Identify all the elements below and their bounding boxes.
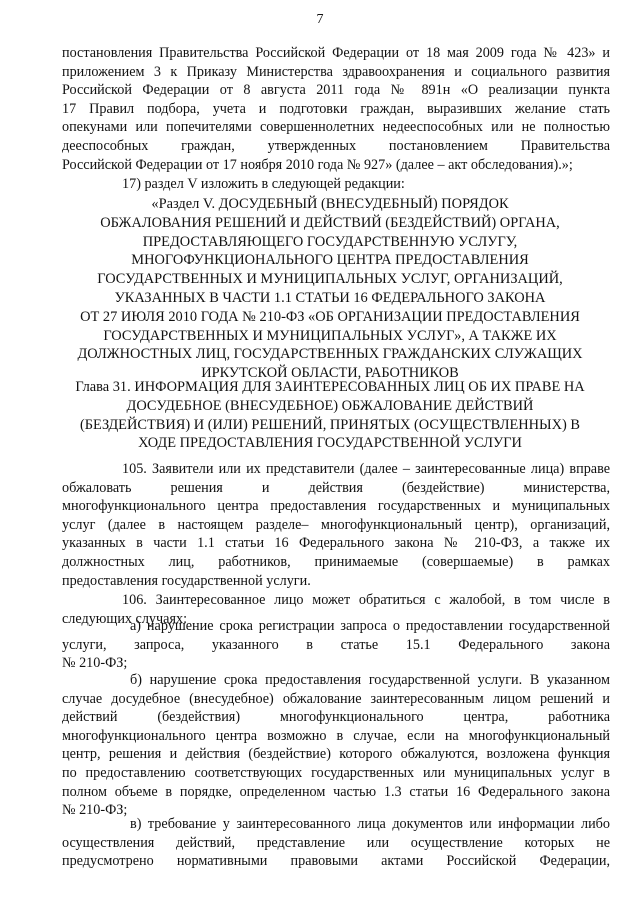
item-17 — [62, 175, 610, 194]
text-line: обжаловать решения и действия (бездействие) министерства, — [62, 479, 610, 496]
text-line: следующих случаях: — [62, 610, 188, 627]
text-line: 17 Правил подбора, учета и подготовки граждан, выразивших желание стать — [62, 100, 610, 117]
text-line: 105. Заявители или их представители (далее – заинтересованные лица) вправе — [122, 461, 610, 477]
heading-line: «Раздел V. ДОСУДЕБНЫЙ (ВНЕСУДЕБНЫЙ) ПОРЯДОК — [151, 196, 509, 212]
text-line: услуги, запроса, указанного в статье 15.1 Федерального закона — [62, 636, 610, 653]
intro-paragraph — [62, 44, 610, 174]
heading-line: Глава 31. ИНФОРМАЦИЯ ДЛЯ ЗАИНТЕРЕСОВАННЫХ ЛИЦ ОБ ИХ ПРАВЕ НА — [75, 379, 585, 395]
text-line: № 210-ФЗ; — [62, 655, 128, 672]
heading-line: ИРКУТСКОЙ ОБЛАСТИ, РАБОТНИКОВ — [201, 365, 459, 382]
text-line: по предоставлению соответствующих государственных или муниципальных услуг в — [62, 764, 610, 781]
heading-line: УКАЗАННЫХ В ЧАСТИ 1.1 СТАТЬИ 16 ФЕДЕРАЛЬНОГО ЗАКОНА — [114, 289, 546, 306]
text-line: должностных лиц, работников, принимаемые (совершаемые) в рамках — [62, 553, 610, 570]
text-line: 106. Заинтересованное лицо может обратиться с жалобой, в том числе в — [122, 592, 610, 608]
heading-line: (БЕЗДЕЙСТВИЯ) И (ИЛИ) РЕШЕНИЙ, ПРИНЯТЫХ (ОСУЩЕСТВЛЕННЫХ) В — [80, 416, 580, 433]
text-line: предусмотрено нормативными правовыми актами Российской Федерации, — [62, 853, 610, 870]
text-line: случае досудебное (внесудебное) обжалование заинтересованным лицом решений и — [62, 690, 610, 707]
text-line: многофункционального центра предоставления государственных и муниципальных — [62, 498, 610, 515]
text-line: услуг (далее в настоящем разделе– многофункциональный центр), организаций, — [62, 516, 610, 533]
section-heading — [40, 195, 620, 383]
chapter-heading — [40, 378, 620, 453]
text-line: опекунами или попечителями совершеннолетних недееспособных или не полностью — [62, 119, 610, 136]
text-line: дееспособных граждан, утвержденных постановлением Правительства — [62, 137, 610, 154]
text-line: 17) раздел V изложить в следующей редакции: — [122, 176, 405, 192]
heading-line: ДОЛЖНОСТНЫХ ЛИЦ, ГОСУДАРСТВЕННЫХ ГРАЖДАНСКИХ СЛУЖАЩИХ — [77, 346, 583, 363]
text-line: предоставления государственной услуги. — [62, 572, 311, 589]
item-c — [62, 815, 610, 871]
text-line: указанных в части 1.1 статьи 16 Федерального закона № 210-ФЗ, а также их — [62, 535, 610, 552]
text-line: приложением 3 к Приказу Министерства здравоохранения и социального развития — [62, 63, 610, 80]
text-line: центр, решения и действия (бездействие) которого обжалуются, возложена функция — [62, 746, 610, 763]
text-line: в) требование у заинтересованного лица документов или информации либо — [130, 816, 610, 832]
item-a — [62, 617, 610, 673]
heading-line: ХОДЕ ПРЕДОСТАВЛЕНИЯ ГОСУДАРСТВЕННОЙ УСЛУГИ — [138, 435, 522, 452]
heading-line: МНОГОФУНКЦИОНАЛЬНОГО ЦЕНТРА ПРЕДОСТАВЛЕНИЯ — [131, 252, 529, 269]
heading-line: ОБЖАЛОВАНИЯ РЕШЕНИЙ И ДЕЙСТВИЙ (БЕЗДЕЙСТВИЙ) ОРГАНА, — [100, 214, 560, 231]
text-line: Российской Федерации от 17 ноября 2010 года № 927» (далее – акт обследования).»; — [62, 156, 573, 173]
paragraph-105 — [62, 460, 610, 590]
text-line: постановления Правительства Российской Федерации от 18 мая 2009 года № 423» и — [62, 45, 610, 61]
heading-line: ГОСУДАРСТВЕННЫХ И МУНИЦИПАЛЬНЫХ УСЛУГ, ОРГАНИЗАЦИЙ, — [97, 271, 563, 288]
text-line: а) нарушение срока регистрации запроса о предоставлении государственной — [130, 618, 610, 634]
heading-line: ОТ 27 ИЮЛЯ 2010 ГОДА № 210-ФЗ «ОБ ОРГАНИЗАЦИИ ПРЕДОСТАВЛЕНИЯ — [80, 308, 580, 325]
item-b — [62, 671, 610, 820]
text-line: действий (бездействия) многофункционального центра, работника — [62, 709, 610, 726]
text-line: осуществления действий, представление или осуществление которых не — [62, 834, 610, 851]
page-number: 7 — [316, 12, 324, 27]
text-line: полном объеме в порядке, определенном частью 1.3 статьи 16 Федерального закона — [62, 783, 610, 800]
heading-line: ГОСУДАРСТВЕННЫХ И МУНИЦИПАЛЬНЫХ УСЛУГ», А ТАКЖЕ ИХ — [103, 327, 557, 344]
heading-line: ДОСУДЕБНОЕ (ВНЕСУДЕБНОЕ) ОБЖАЛОВАНИЕ ДЕЙСТВИЙ — [126, 397, 534, 414]
text-line: многофункционального центра возможно в случае, если на многофункциональный — [62, 727, 610, 744]
text-line: б) нарушение срока предоставления государственной услуги. В указанном — [130, 672, 610, 688]
text-line: Российской Федерации от 8 августа 2011 года № 891н «О реализации пункта — [62, 82, 610, 99]
text-line: № 210-ФЗ; — [62, 802, 128, 819]
heading-line: ПРЕДОСТАВЛЯЮЩЕГО ГОСУДАРСТВЕННУЮ УСЛУГУ, — [142, 233, 518, 250]
